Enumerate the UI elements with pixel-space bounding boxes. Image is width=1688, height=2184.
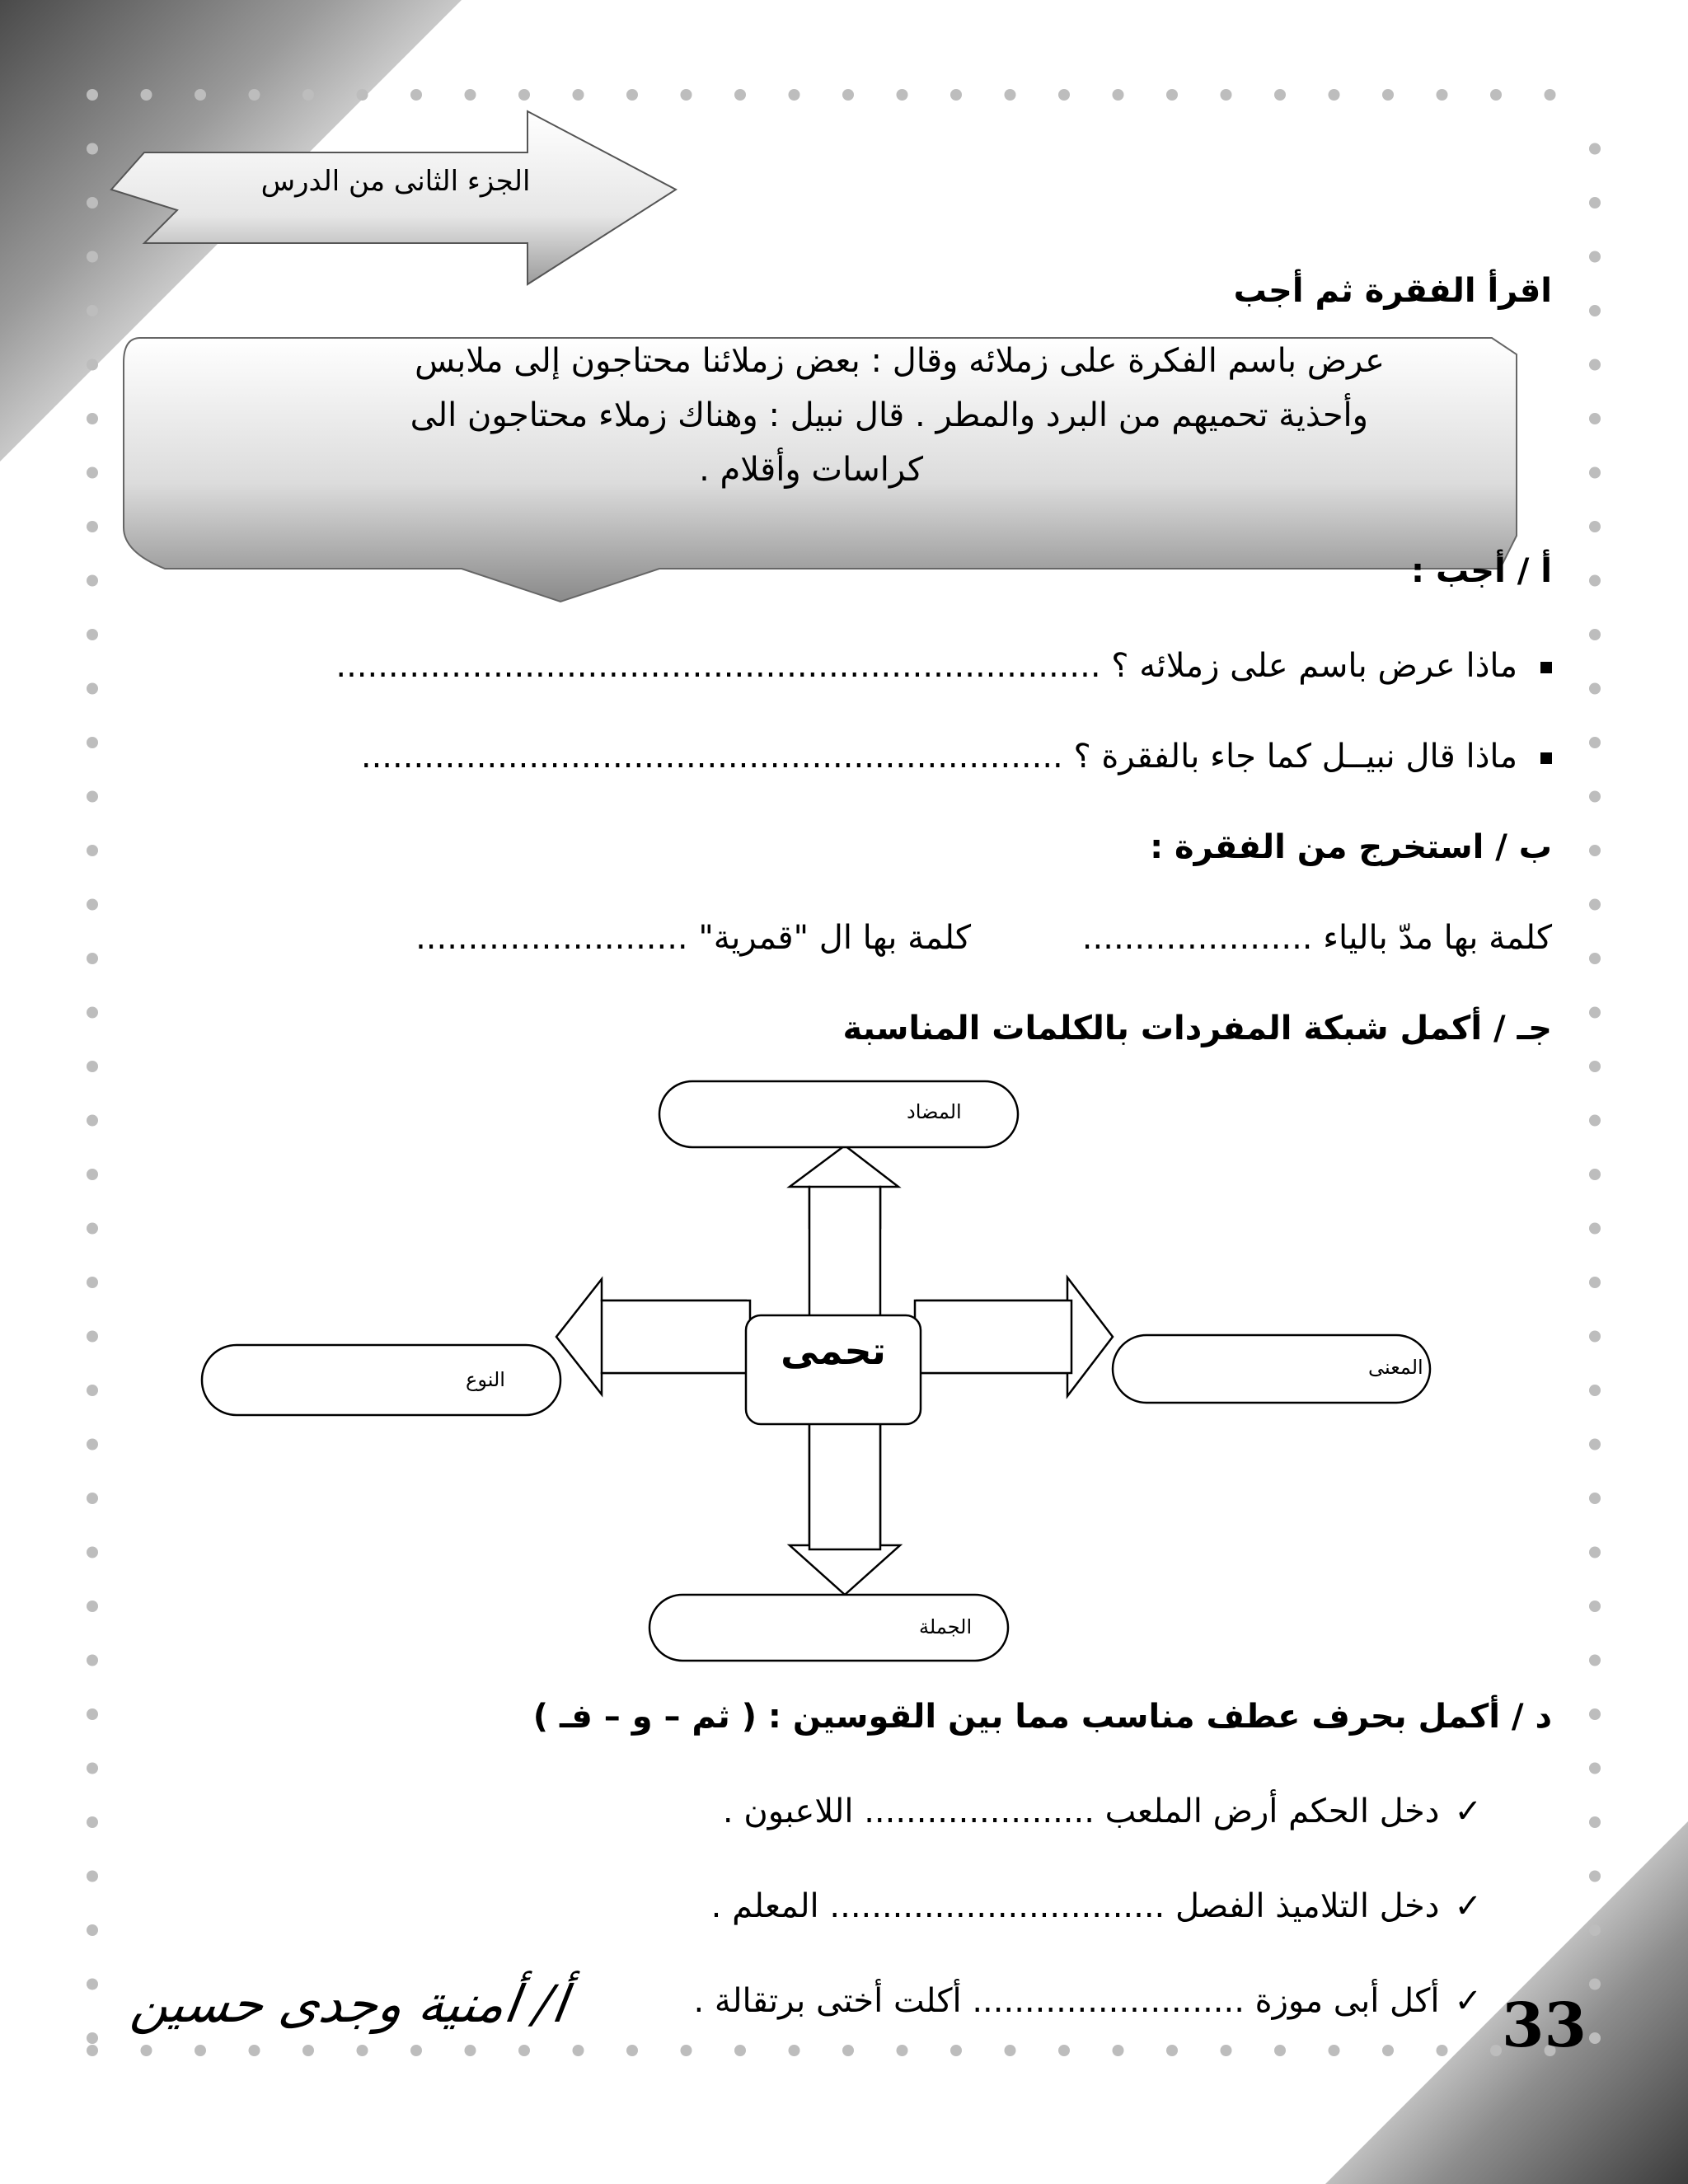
bullet-icon (1540, 662, 1552, 673)
border-dot (410, 2045, 422, 2056)
border-dot (87, 791, 98, 803)
border-dot (1382, 89, 1394, 101)
border-dot (1589, 899, 1601, 911)
instruction-heading: اقرأ الفقرة ثم أجب (1233, 272, 1552, 310)
border-dot (1058, 89, 1070, 101)
border-dot (87, 1493, 98, 1504)
checkmark-icon: ✓ (1454, 1982, 1482, 2020)
border-dot (1274, 89, 1286, 101)
border-dot (950, 2045, 962, 2056)
border-dot (1490, 2045, 1502, 2056)
border-dot (1005, 2045, 1016, 2056)
border-dot (87, 737, 98, 748)
border-dot (1058, 2045, 1070, 2056)
border-dot (1589, 1007, 1601, 1019)
border-dot (87, 467, 98, 479)
border-dot (1166, 2045, 1178, 2056)
border-dot (87, 1924, 98, 1936)
border-dot (518, 89, 530, 101)
border-dot (87, 1223, 98, 1235)
border-dot (1589, 1277, 1601, 1288)
border-dot (1589, 1169, 1601, 1180)
border-dot (1589, 1708, 1601, 1720)
sentence-1-text: دخل الحكم أرض الملعب ...................... اللاعبون . (722, 1793, 1440, 1830)
passage-line-3: كراسات وأقلام . (699, 451, 923, 489)
arrow-left-shaft (602, 1301, 750, 1373)
border-dot (465, 2045, 476, 2056)
border-dot (681, 2045, 692, 2056)
border-dot (1166, 89, 1178, 101)
border-dot (1589, 1385, 1601, 1396)
sentence-2-text: دخل التلاميذ الفصل ................................ المعلم . (710, 1887, 1440, 1925)
section-c-heading: جـ / أكمل شبكة المفردات بالكلمات المناسبة (842, 1010, 1552, 1047)
border-dot (842, 89, 854, 101)
border-dot (1589, 251, 1601, 263)
border-dot (87, 1655, 98, 1666)
question-2-text: ماذا قال نبيــل كما جاء بالفقرة ؟ ................................................................... (360, 738, 1517, 776)
node-left (202, 1345, 560, 1415)
section-b-heading: ب / استخرج من الفقرة : (1150, 828, 1552, 866)
border-dot (87, 2032, 98, 2044)
extract-item-2: كلمة بها ال "قمرية" .......................... (415, 919, 971, 957)
border-dot (195, 89, 206, 101)
border-dot (357, 2045, 368, 2056)
border-dot (1113, 89, 1124, 101)
border-dot (681, 89, 692, 101)
border-dot (87, 1816, 98, 1828)
sentence-3-text: أكل أبى موزة .......................... أكلت أختى برتقالة . (693, 1982, 1440, 2020)
arrow-down-shaft (809, 1422, 880, 1549)
border-dot (1589, 413, 1601, 424)
border-dot (87, 1871, 98, 1882)
border-dot (1589, 629, 1601, 640)
border-dot (1589, 1763, 1601, 1774)
border-dot (87, 1169, 98, 1180)
border-dot (897, 89, 908, 101)
border-dot (1221, 89, 1232, 101)
sentence-1 (723, 1793, 1482, 1830)
border-dot (1589, 467, 1601, 479)
sentence-2 (711, 1887, 1482, 1925)
banner-arrow (111, 111, 676, 284)
border-dot (1329, 2045, 1340, 2056)
border-dot (249, 89, 260, 101)
border-dot (87, 305, 98, 316)
border-dot (87, 197, 98, 209)
page-number: 33 (1502, 1990, 1587, 2061)
border-dot (1589, 305, 1601, 316)
border-dot (734, 2045, 746, 2056)
border-dot (1589, 1493, 1601, 1504)
border-dot (87, 1439, 98, 1451)
border-dot (1490, 89, 1502, 101)
border-dot (1589, 1223, 1601, 1235)
border-dot (734, 89, 746, 101)
border-dot (1589, 953, 1601, 964)
passage-line-1: عرض باسم الفكرة على زملائه وقال : بعض زملائنا محتاجون إلى ملابس (415, 342, 1385, 380)
section-d-heading: د / أكمل بحرف عطف مناسب مما بين القوسين : ( ثم – و – فـ ) (532, 1698, 1552, 1736)
border-dot (1005, 89, 1016, 101)
border-dot (87, 1007, 98, 1019)
border-dot (87, 521, 98, 532)
border-dot (87, 1979, 98, 1990)
border-dot (87, 845, 98, 856)
extract-item-1: كلمة بها مدّ بالياء ...................... (1081, 919, 1552, 957)
label-type: النوع (466, 1368, 505, 1391)
bullet-icon (1540, 752, 1552, 764)
border-dot (87, 1061, 98, 1072)
arrow-right-shaft (915, 1301, 1071, 1373)
border-dot (1113, 2045, 1124, 2056)
border-dot (1589, 1601, 1601, 1612)
passage-text (181, 334, 1385, 497)
border-dot (1589, 1115, 1601, 1127)
border-dot (465, 89, 476, 101)
border-dot (518, 2045, 530, 2056)
border-dot (1589, 1924, 1601, 1936)
sentence-3 (693, 1982, 1482, 2020)
center-word: تحمى (781, 1329, 886, 1373)
border-dot (789, 2045, 800, 2056)
border-dot (249, 2045, 260, 2056)
border-dot (1589, 1061, 1601, 1072)
border-dot (87, 1331, 98, 1343)
border-dot (87, 413, 98, 424)
border-dot (1221, 2045, 1232, 2056)
border-dot (87, 575, 98, 587)
border-dot (141, 2045, 152, 2056)
border-dot (87, 143, 98, 155)
border-dot (897, 2045, 908, 2056)
border-dot (357, 89, 368, 101)
arrow-up-shaft (809, 1187, 880, 1319)
border-dot (1589, 143, 1601, 155)
border-dot (1589, 1979, 1601, 1990)
question-2 (361, 738, 1552, 776)
border-dot (842, 2045, 854, 2056)
border-dot (87, 1385, 98, 1396)
border-dot (87, 629, 98, 640)
border-dot (87, 953, 98, 964)
border-dot (87, 1115, 98, 1127)
border-dot (1589, 791, 1601, 803)
border-dot (87, 1277, 98, 1288)
border-dot (87, 1601, 98, 1612)
border-dot (1589, 1655, 1601, 1666)
label-opposite: المضاد (907, 1100, 962, 1123)
border-dot (1589, 845, 1601, 856)
border-dot (1437, 2045, 1448, 2056)
border-dot (1589, 1816, 1601, 1828)
section-a-heading: أ / أجب : (1411, 552, 1552, 590)
border-dot (1589, 1331, 1601, 1343)
checkmark-icon: ✓ (1454, 1793, 1482, 1830)
border-dot (1589, 521, 1601, 532)
border-dot (141, 89, 152, 101)
checkmark-icon: ✓ (1454, 1887, 1482, 1925)
border-dot (410, 89, 422, 101)
border-dot (950, 89, 962, 101)
border-dot (1437, 89, 1448, 101)
label-sentence: الجملة (919, 1615, 973, 1638)
lesson-part-banner: الجزء الثانى من الدرس (260, 165, 531, 198)
border-dot (1589, 1439, 1601, 1451)
border-dot (1589, 359, 1601, 371)
border-dot (626, 89, 638, 101)
border-dot (87, 1708, 98, 1720)
question-1-text: ماذا عرض باسم على زملائه ؟ ......................................................................... (335, 647, 1517, 685)
border-dot (573, 89, 584, 101)
border-dot (302, 89, 314, 101)
border-dot (626, 2045, 638, 2056)
border-dot (302, 2045, 314, 2056)
border-dot (87, 359, 98, 371)
border-dot (1589, 2032, 1601, 2044)
question-1 (335, 647, 1552, 685)
border-dot (1589, 683, 1601, 695)
border-dot (1589, 197, 1601, 209)
border-dot (87, 89, 98, 101)
border-dot (1589, 1871, 1601, 1882)
border-dot (1589, 737, 1601, 748)
border-dot (789, 89, 800, 101)
border-dot (573, 2045, 584, 2056)
border-dot (87, 251, 98, 263)
border-dot (87, 2045, 98, 2056)
border-dot (87, 1547, 98, 1558)
border-dot (87, 899, 98, 911)
border-dot (1589, 575, 1601, 587)
border-dot (87, 683, 98, 695)
passage-line-2: وأحذية تحميهم من البرد والمطر . قال نبيل : وهناك زملاء محتاجون الى (410, 396, 1368, 434)
border-dot (1382, 2045, 1394, 2056)
border-dot (1589, 1547, 1601, 1558)
node-top (659, 1081, 1018, 1147)
border-dot (195, 2045, 206, 2056)
label-meaning: المعنى (1368, 1356, 1423, 1379)
teacher-signature: أ/ أمنية وجدى حسين (127, 1974, 571, 2034)
border-dot (87, 1763, 98, 1774)
border-dot (1274, 2045, 1286, 2056)
border-dot (1545, 89, 1556, 101)
border-dot (1329, 89, 1340, 101)
